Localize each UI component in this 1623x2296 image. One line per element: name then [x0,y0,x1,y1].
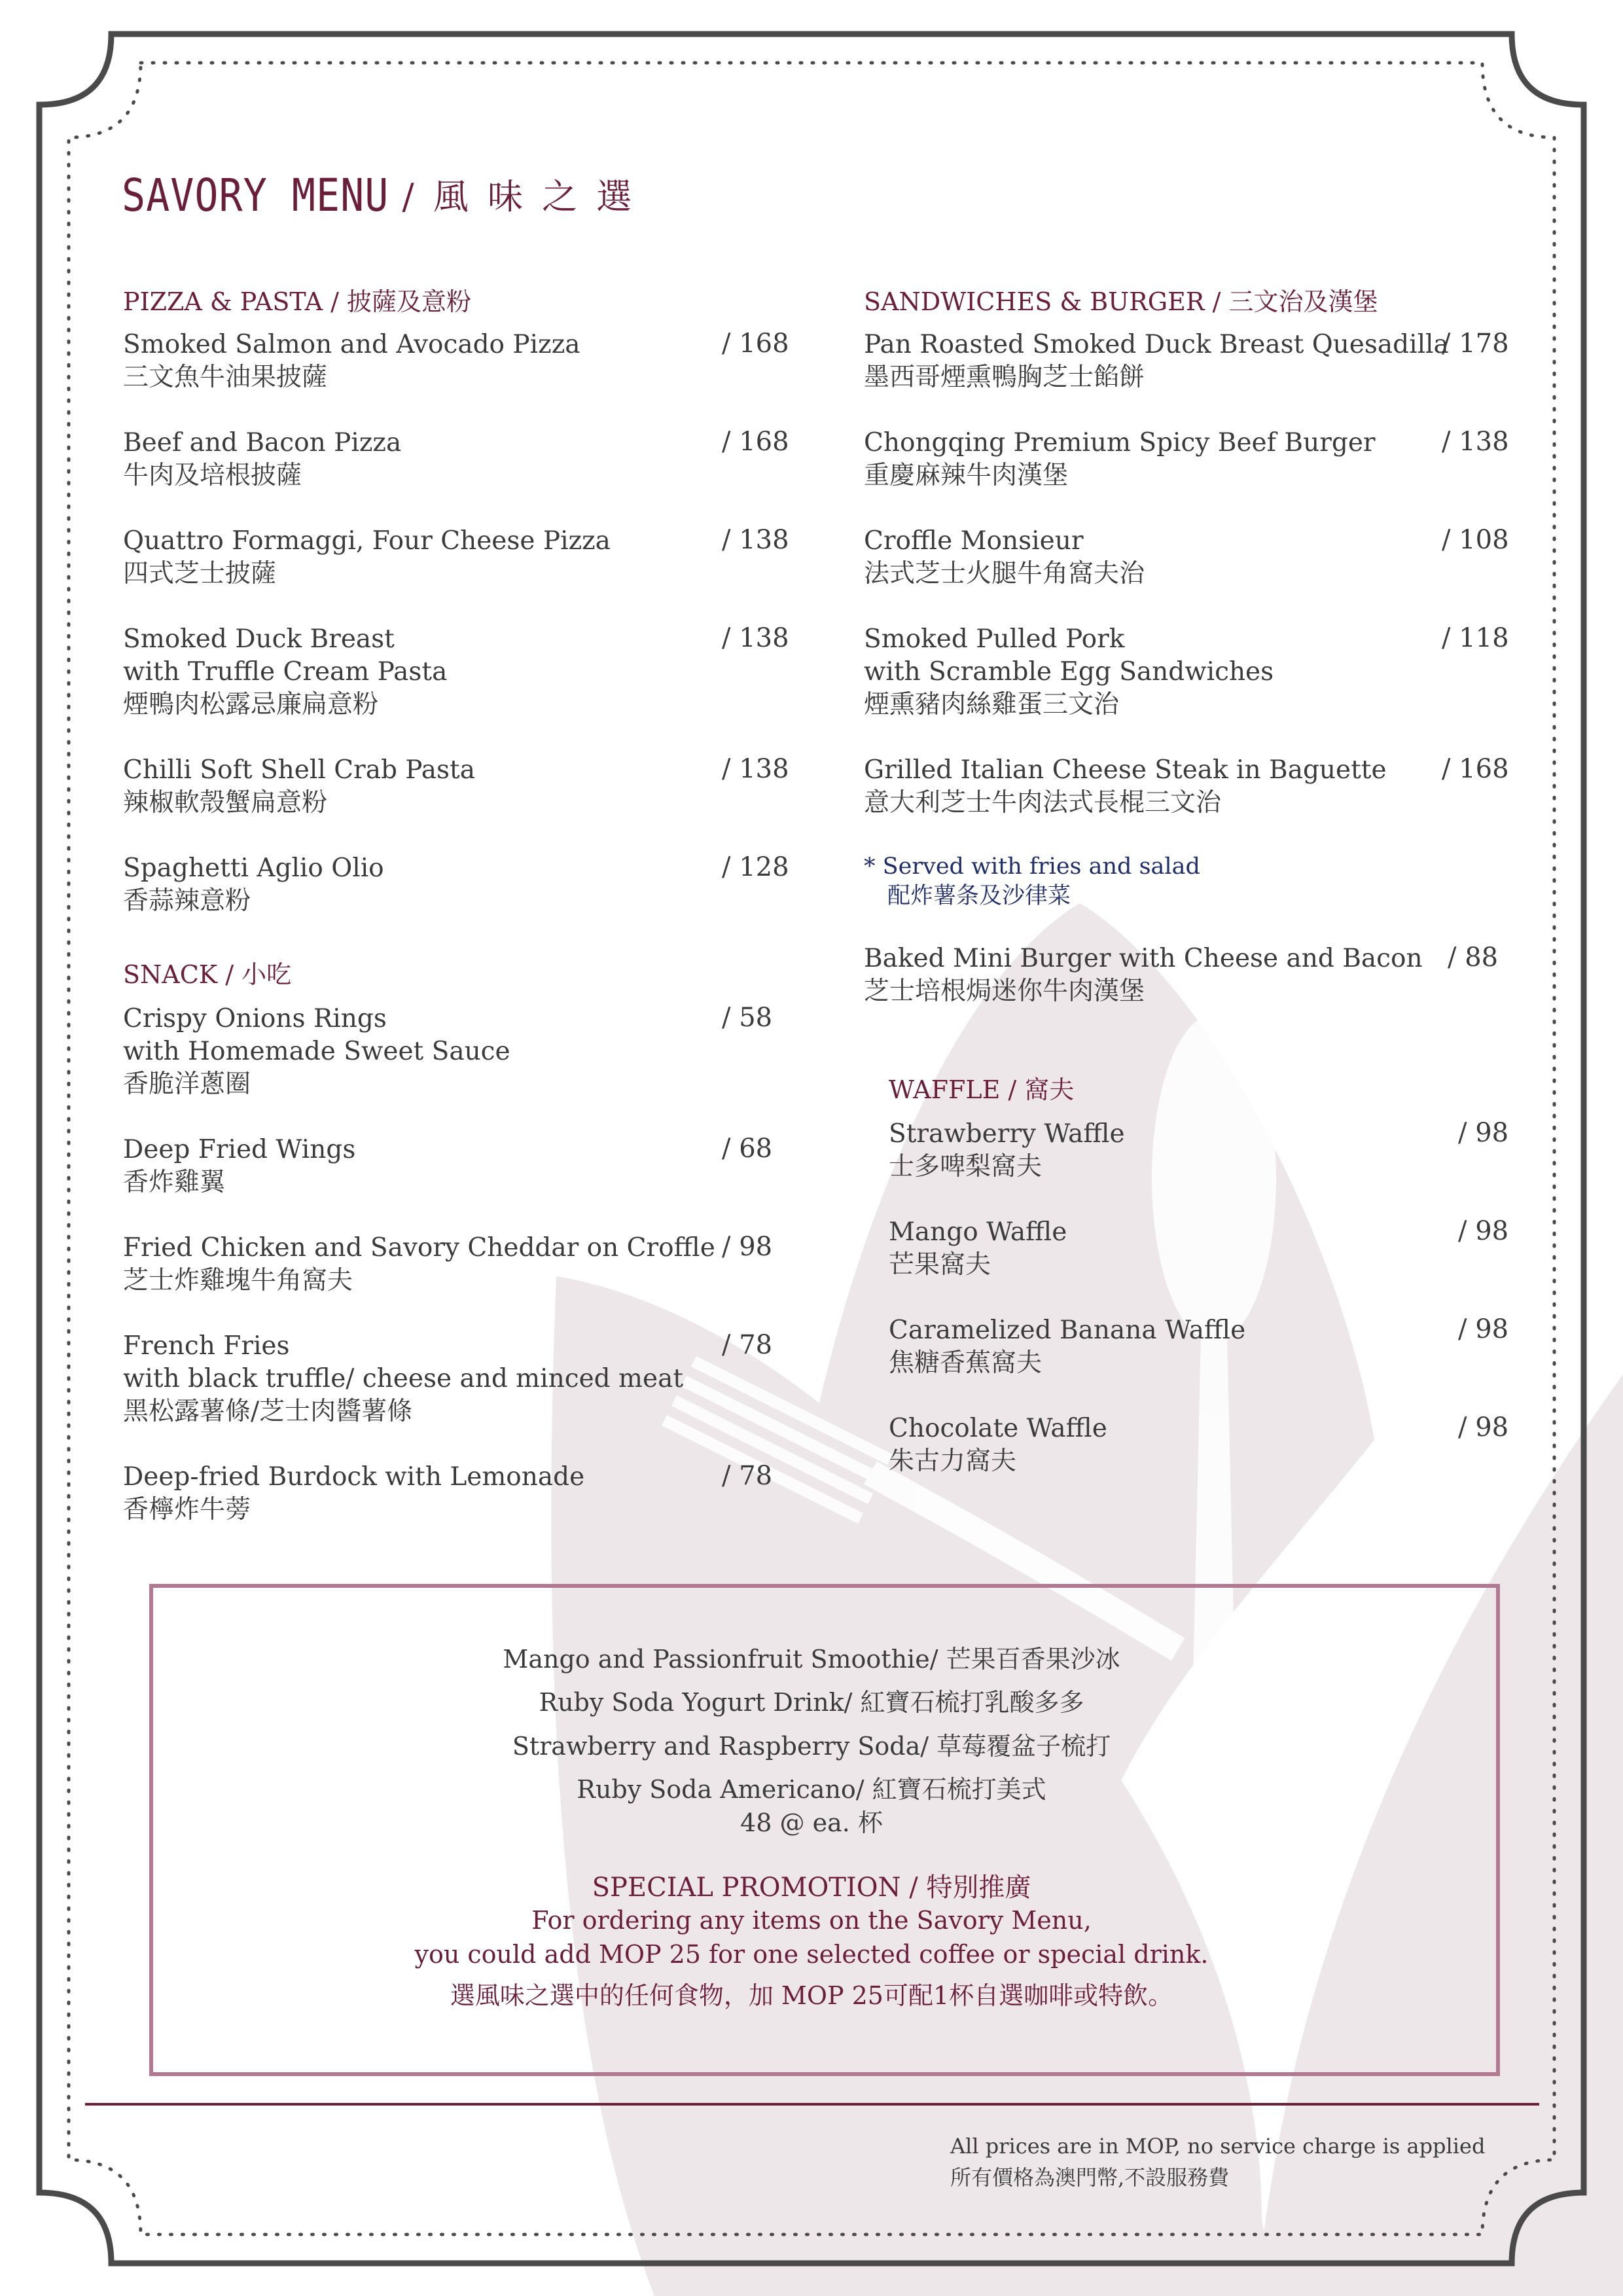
item-price: / 88 [1448,942,1499,973]
item-price: / 168 [1442,754,1509,784]
menu-item [889,1314,1245,1380]
item-name: Deep Fried Wings [123,1135,356,1164]
item-name: Baked Mini Burger with Cheese and Bacon [864,944,1423,973]
item-price: / 98 [722,1232,773,1262]
item-name-line2: with Truffle Cream Pasta [123,657,448,687]
item-name: Quattro Formaggi, Four Cheese Pizza [123,526,611,556]
menu-item [889,1412,1107,1478]
item-name-line2: with Scramble Egg Sandwiches [864,657,1274,687]
item-name: Fried Chicken and Savory Cheddar on Croffle [123,1233,715,1263]
item-name-zh: 墨西哥煙熏鴨胸芝士餡餅 [864,363,1145,392]
item-name-line2: with Homemade Sweet Sauce [123,1037,510,1066]
footer-note-en: All prices are in MOP, no service charge is applied [950,2134,1486,2159]
item-name-zh: 意大利芝士牛肉法式長棍三文治 [864,788,1222,817]
menu-item [123,1330,683,1428]
footer-note-zh: 所有價格為澳門幣,不設服務費 [950,2165,1230,2190]
item-name: Chongqing Premium Spicy Beef Burger [864,428,1376,457]
menu-item [123,1461,584,1526]
menu-item [123,1232,715,1297]
promotion-line: you could add MOP 25 for one selected coffee or special drink. [414,1940,1209,1969]
item-name: Croffle Monsieur [864,526,1084,556]
item-price: / 78 [722,1461,773,1491]
item-name-zh: 朱古力窩夫 [889,1446,1017,1476]
item-name: Beef and Bacon Pizza [123,428,402,457]
item-name-zh: 四式芝士披薩 [123,559,277,588]
menu-item [864,754,1387,819]
title-en: SAVORY MENU [122,169,389,223]
item-name: Crispy Onions Rings [123,1004,387,1033]
item-name: Smoked Pulled Pork [864,624,1125,654]
item-name-zh: 香檸炸牛蒡 [123,1495,251,1524]
drink-line: Strawberry and Raspberry Soda/ 草莓覆盆子梳打 [512,1732,1111,1761]
item-price: / 138 [722,525,789,555]
served-with-note [864,852,1200,911]
menu-item [864,329,1449,394]
menu-item [123,525,611,590]
item-name-zh: 重慶麻辣牛肉漢堡 [864,461,1069,490]
menu-item [889,1118,1125,1183]
item-name: Chilli Soft Shell Crab Pasta [123,755,475,785]
menu-item [123,754,475,819]
item-name-zh: 煙熏豬肉絲雞蛋三文治 [864,690,1120,719]
item-price: / 168 [722,427,789,457]
promotion-heading: SPECIAL PROMOTION / 特別推廣 [592,1873,1031,1903]
item-price: / 98 [1458,1412,1509,1443]
item-name: Smoked Duck Breast [123,624,395,654]
item-name-zh: 法式芝士火腿牛角窩夫治 [864,559,1145,588]
section-heading-pizza-pasta: PIZZA & PASTA / 披薩及意粉 [123,287,472,316]
item-name-zh: 芒果窩夫 [889,1250,991,1280]
item-price: / 128 [722,852,789,882]
item-name-zh: 辣椒軟殼蟹扁意粉 [123,788,328,817]
title-zh: / 風 味 之 選 [402,176,636,217]
item-name-zh: 士多啤梨窩夫 [889,1152,1043,1181]
menu-item [864,942,1423,1008]
page-title [122,169,636,223]
item-price: / 58 [722,1003,773,1033]
item-price: / 98 [1458,1118,1509,1148]
item-name-zh: 香蒜辣意粉 [123,886,251,916]
menu-item [123,329,580,394]
note-zh: 配炸薯条及沙律菜 [887,883,1071,909]
drink-line: Mango and Passionfruit Smoothie/ 芒果百香果沙冰 [503,1645,1120,1674]
section-heading-waffle: WAFFLE / 窩夫 [889,1075,1075,1104]
item-price: / 138 [722,623,789,653]
item-price: / 98 [1458,1216,1509,1246]
section-heading-sandwiches: SANDWICHES & BURGER / 三文治及漢堡 [864,287,1378,316]
item-name: Grilled Italian Cheese Steak in Baguette [864,755,1387,785]
item-name: Mango Waffle [889,1217,1067,1247]
item-name-zh: 香脆洋蔥圈 [123,1069,251,1099]
note-en: * Served with fries and salad [864,853,1200,880]
item-name: French Fries [123,1331,290,1361]
item-name: Smoked Salmon and Avocado Pizza [123,330,580,359]
menu-item [864,525,1145,590]
item-price: / 98 [1458,1314,1509,1344]
menu-item [123,1003,510,1101]
item-price: / 78 [722,1330,773,1360]
item-price: / 138 [722,754,789,784]
drink-price: 48 @ ea. 杯 [740,1808,883,1837]
item-name: Strawberry Waffle [889,1119,1125,1149]
menu-item [889,1216,1067,1282]
item-price: / 168 [722,329,789,359]
item-price: / 118 [1442,623,1509,653]
item-name-zh: 煙鴨肉松露忌廉扁意粉 [123,690,379,719]
item-name-zh: 牛肉及培根披薩 [123,461,302,490]
section-heading-snack: SNACK / 小吃 [123,960,292,989]
promotion-line: For ordering any items on the Savory Menu, [531,1906,1092,1935]
menu-item [864,427,1376,492]
item-name: Deep-fried Burdock with Lemonade [123,1462,585,1492]
promotion-line-zh: 選風味之選中的任何食物，加 MOP 25可配1杯自選咖啡或特飲。 [450,1981,1173,2010]
menu-item [123,852,384,918]
item-name-zh: 黑松露薯條/芝士肉醬薯條 [123,1397,413,1426]
item-name: Caramelized Banana Waffle [889,1316,1246,1345]
item-name-zh: 芝士培根焗迷你牛肉漢堡 [864,977,1145,1006]
item-name-line2: with black truffle/ cheese and minced meat [123,1364,684,1393]
item-price: / 138 [1442,427,1509,457]
drink-line: Ruby Soda Yogurt Drink/ 紅寶石梳打乳酸多多 [539,1688,1084,1717]
item-name-zh: 三文魚牛油果披薩 [123,363,328,392]
item-name: Chocolate Waffle [889,1414,1107,1443]
item-name: Pan Roasted Smoked Duck Breast Quesadilla [864,330,1449,359]
menu-item [864,623,1274,721]
item-name-zh: 焦糖香蕉窩夫 [889,1348,1043,1378]
item-name: Spaghetti Aglio Olio [123,853,384,883]
item-price: / 178 [1442,329,1509,359]
menu-item [123,1134,355,1199]
item-price: / 108 [1442,525,1509,555]
item-name-zh: 香炸雞翼 [123,1168,226,1197]
item-price: / 68 [722,1134,773,1164]
menu-item [123,623,447,721]
menu-item [123,427,401,492]
item-name-zh: 芝士炸雞塊牛角窩夫 [123,1266,353,1295]
drink-line: Ruby Soda Americano/ 紅寶石梳打美式 [577,1775,1046,1804]
